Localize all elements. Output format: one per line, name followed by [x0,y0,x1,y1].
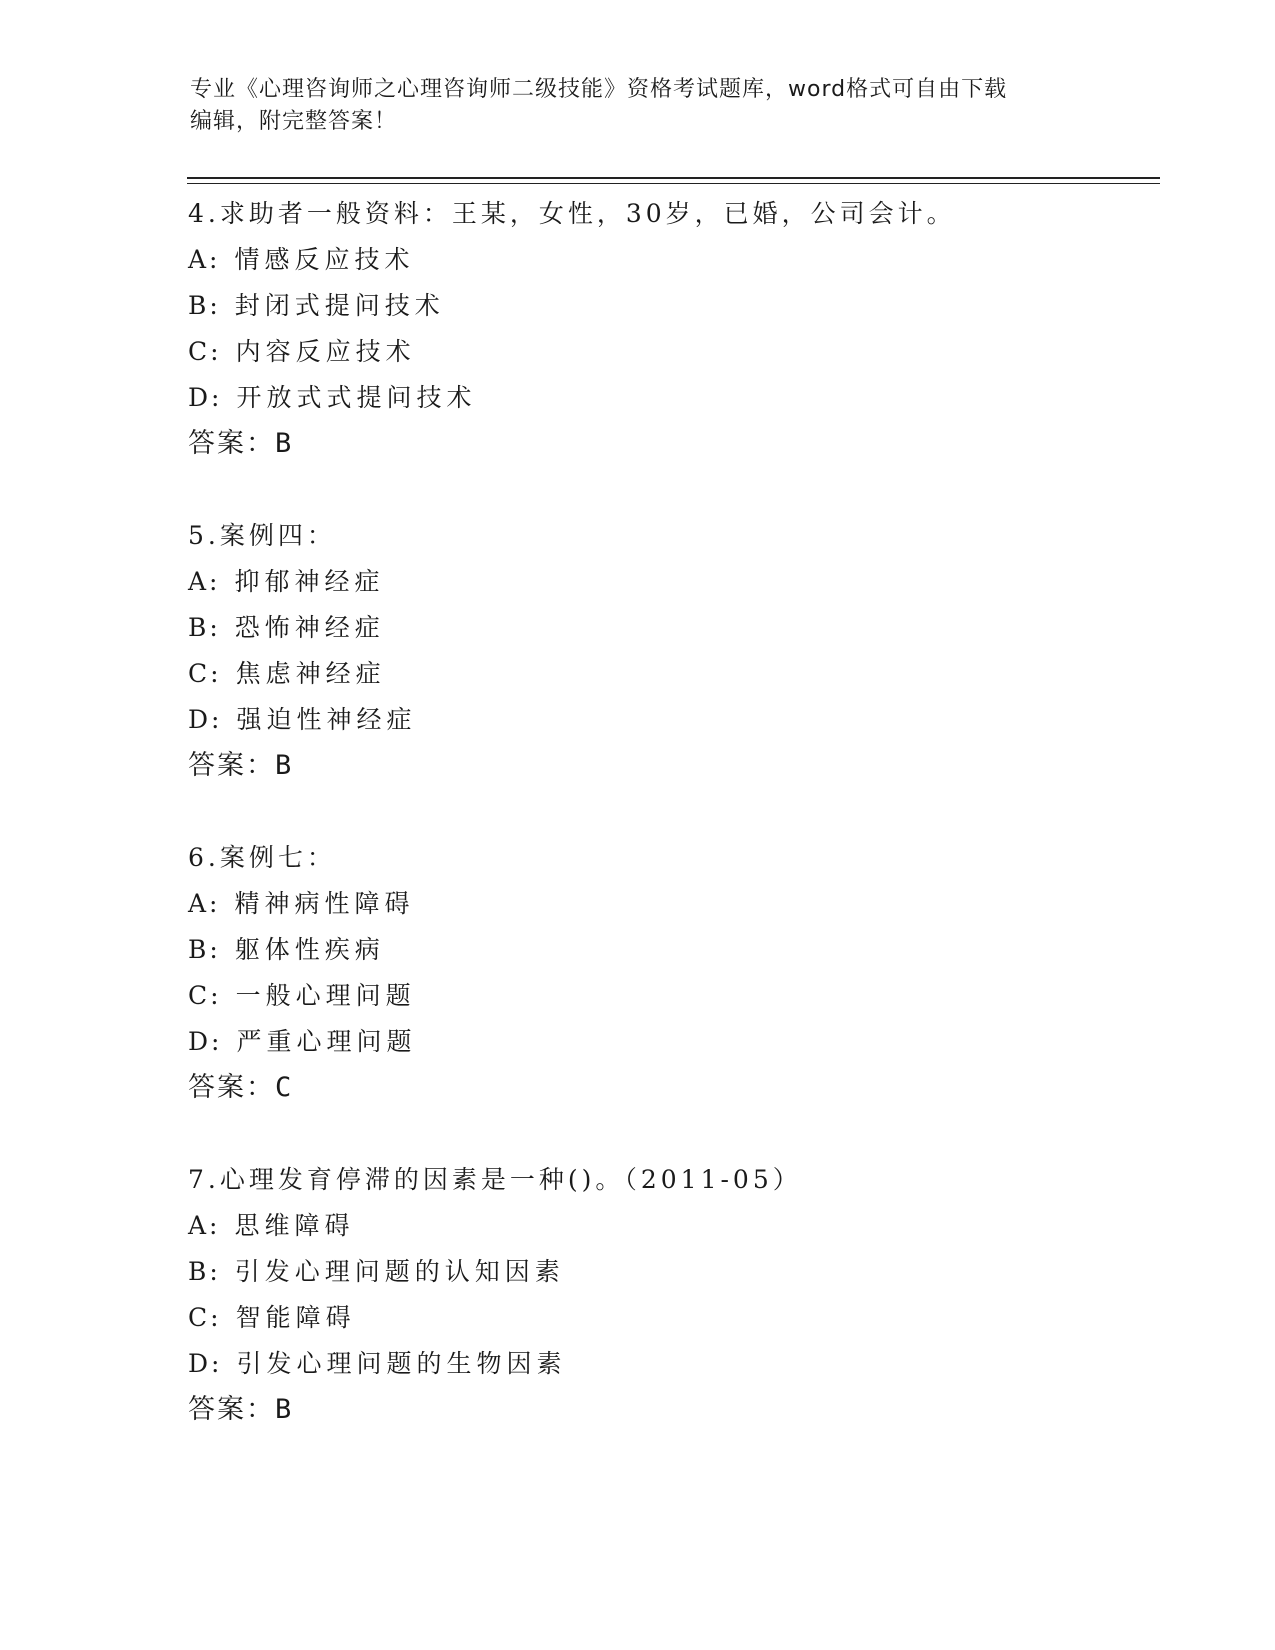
answer-label: 答案： [188,750,275,781]
option-text: 情感反应技术 [234,245,415,274]
option-key: C: [188,659,222,688]
answer-line [188,743,1168,789]
option-a [188,559,1168,605]
option-b [188,283,1168,329]
option-key: D: [188,383,223,412]
question-stem: 7.心理发育停滞的因素是一种()。（2011-05） [188,1165,802,1194]
option-text: 精神病性障碍 [234,889,415,918]
answer-value: B [275,750,294,781]
option-a [188,237,1168,283]
option-text: 引发心理问题的生物因素 [236,1349,567,1378]
option-key: C: [188,1303,222,1332]
option-key: D: [188,1349,223,1378]
option-key: D: [188,705,223,734]
answer-line [188,421,1168,467]
option-key: B: [188,291,221,320]
question-list [188,191,1168,1433]
option-a [188,1203,1168,1249]
question-4 [188,191,1168,467]
question-stem: 6.案例七： [188,843,336,872]
header-divider-thick [187,177,1160,179]
option-key: D: [188,1027,223,1056]
option-text: 一般心理问题 [235,981,416,1010]
option-text: 引发心理问题的认知因素 [234,1257,565,1286]
option-b [188,1249,1168,1295]
option-d [188,375,1168,421]
answer-line [188,1065,1168,1111]
option-key: C: [188,981,222,1010]
option-text: 恐怖神经症 [234,613,385,642]
option-text: 封闭式提问技术 [234,291,445,320]
option-text: 智能障碍 [235,1303,356,1332]
question-stem: 5.案例四： [188,521,336,550]
answer-value: B [275,428,294,459]
option-key: B: [188,935,221,964]
question-6 [188,835,1168,1111]
option-text: 抑郁神经症 [234,567,385,596]
header-line-1: 专业《心理咨询师之心理咨询师二级技能》资格考试题库，word格式可自由下载 [190,77,1008,102]
option-text: 严重心理问题 [236,1027,417,1056]
option-c [188,651,1168,697]
header-line-2: 编辑，附完整答案！ [190,109,398,134]
answer-label: 答案： [188,1394,275,1425]
option-text: 强迫性神经症 [236,705,417,734]
document-header [190,74,1090,138]
question-stem: 4.求助者一般资料：王某，女性，30岁，已婚，公司会计。 [188,199,956,228]
question-5 [188,513,1168,789]
option-key: A: [188,1211,221,1240]
option-d [188,1341,1168,1387]
question-7 [188,1157,1168,1433]
option-b [188,605,1168,651]
answer-value: C [275,1072,294,1103]
option-key: A: [188,567,221,596]
option-text: 焦虑神经症 [235,659,386,688]
option-text: 思维障碍 [234,1211,355,1240]
option-key: B: [188,613,221,642]
answer-value: B [275,1394,294,1425]
option-c [188,973,1168,1019]
option-key: A: [188,245,221,274]
option-text: 内容反应技术 [235,337,416,366]
option-key: B: [188,1257,221,1286]
answer-line [188,1387,1168,1433]
option-c [188,329,1168,375]
option-text: 开放式式提问技术 [236,383,477,412]
option-d [188,697,1168,743]
option-key: A: [188,889,221,918]
header-divider-thin [187,183,1160,184]
option-c [188,1295,1168,1341]
option-key: C: [188,337,222,366]
option-a [188,881,1168,927]
option-b [188,927,1168,973]
answer-label: 答案： [188,1072,275,1103]
option-d [188,1019,1168,1065]
answer-label: 答案： [188,428,275,459]
option-text: 躯体性疾病 [234,935,385,964]
